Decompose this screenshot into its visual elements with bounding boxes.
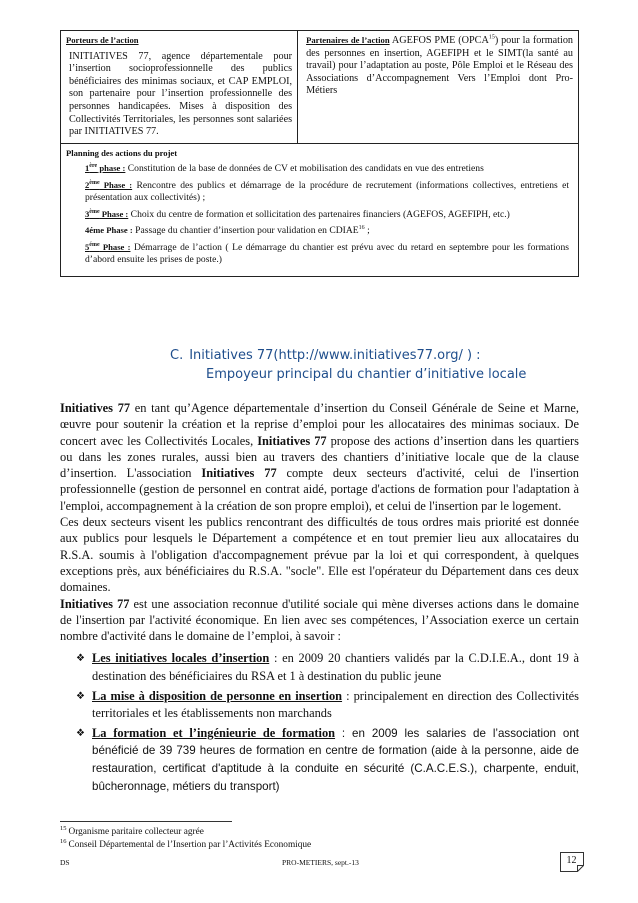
porteurs-text: INITIATIVES 77, agence départementale pour l’insertion socioprofessionnelle des publics bénéficiaires des minimas sociaux, et CAP EMPLOI, son partenaire pour l’insertion professionnelle des personnes handicapées. Mises à disposition des Collectivités Territoriales, les personnes sont salariées par INITIATIVES 77. xyxy=(69,50,293,138)
footnote-number: 16 xyxy=(60,837,67,845)
phase-word: Phase : xyxy=(99,179,133,190)
paragraph-2: Ces deux secteurs visent les publics rencontrant des difficultés de tous ordres mais priorité est donnée aux publics pour lesquels le Département a compétence et en tout premier lieu aux allocataires du R.S.A. soumis à l'obligation d'accompagnement prévue par la loi et qui correspondent, à quelques exceptions près, aux bénéficiaires du R.S.A. "socle". Elle est l'opérateur du Département dans ces deux domaines. xyxy=(60,515,579,595)
activity-text: : en 2009 20 chantiers validés par la C.D.I.E.A., dont 19 à destination des bénéficiaires du RSA et 1 à destination du public jeune xyxy=(92,651,579,684)
footnote-text: Organisme paritaire collecteur agrée xyxy=(68,827,204,837)
porteurs-heading: Porteurs de l’action xyxy=(66,35,139,45)
phase-number: 5 xyxy=(85,241,90,252)
planning-cell xyxy=(61,144,578,276)
phase-text: Démarrage de l’action ( Le démarrage du chantier est prévu avec du retard en septembre pour les formations d’abord ensuite les prises de poste.) xyxy=(85,241,569,266)
phase-text: Choix du centre de formation et sollicitation des partenaires financiers (AGEFOS, AGEFIPH, etc.) xyxy=(128,208,510,220)
planning-title: Planning des actions du projet xyxy=(66,147,178,158)
footer-initials: DS xyxy=(60,858,70,867)
footnote-15 xyxy=(60,824,204,838)
phase-number: 4éme Phase : xyxy=(85,225,133,236)
footnote-16 xyxy=(60,837,312,851)
activity-heading: La formation et l’ingénieurie de formation xyxy=(92,725,336,740)
phase-item xyxy=(85,241,569,267)
org-name: Initiatives 77 xyxy=(257,433,327,448)
section-heading xyxy=(170,346,526,384)
paragraph-text: est une association reconnue d'utilité sociale qui mène diverses actions dans le domaine de l'insertion par l'activité économique. En lien avec ses compétences, l’Association exerce un certain nombre d'activité dans le domaine de l’emploi, à savoir : xyxy=(60,596,580,644)
page-number: 12 xyxy=(566,855,577,866)
footnote-text: Conseil Départemental de l’Insertion par l’Activités Economique xyxy=(68,840,312,850)
partenaires-heading: Partenaires de l’action xyxy=(306,35,390,45)
phase-ordinal: éme xyxy=(89,241,100,248)
paragraph-text: compte deux secteurs d'activité, celui de l'insertion professionnelle (gestion de personnel en contrat aidé, portage d'actions de formation pour l'adaptation à l'emploi, accompagnement à la création de son propre emploi), et celui de l'insertion par le logement. xyxy=(60,466,579,513)
phase-label xyxy=(85,225,133,235)
paragraph-text: en tant qu’Agence départementale d’insertion du Conseil Générale de Seine et Marne, œuvre pour soutenir la création et la reprise d’emploi pour les allocataires des minimas sociaux. De concert avec les Collectivités Locales, xyxy=(60,401,579,448)
activity-item xyxy=(60,650,579,685)
phase-ordinal: ème xyxy=(89,179,100,186)
partenaires-text-pre: AGEFOS PME (OPCA xyxy=(389,35,489,46)
footer-center: PRO-METIERS, sept.-13 xyxy=(282,858,359,867)
activity-heading: La mise à disposition de personne en insertion xyxy=(92,688,343,703)
activity-item xyxy=(60,725,579,795)
org-name: Initiatives 77 xyxy=(60,401,131,415)
paragraph-1 xyxy=(60,400,579,514)
phase-label xyxy=(85,242,130,252)
phase-text: Constitution de la base de données de CV et mobilisation des candidats en vue des entretiens xyxy=(125,163,484,175)
partenaires-text-post: ) pour la formation des personnes en insertion, AGEFIPH et le SIMT(la santé au travail) pour l’adaptation au poste, Pôle Emploi et le Réseau des Associations d’Accompagnement Vers l’Emploi dont Pro-Métiers xyxy=(306,35,574,97)
phase-label xyxy=(85,209,128,219)
paragraph-text: propose des actions d’insertion dans les quartiers ou dans les zones rurales, aussi bien au travers des chantiers d’initiative locale que de la clause d’insertion. L'association xyxy=(60,433,579,481)
section-heading-line1: Initiatives 77(http://www.initiatives77.org/ ) : xyxy=(189,348,481,363)
diamond-bullet-icon: ❖ xyxy=(76,690,85,702)
phase-text: Passage du chantier d’insertion pour validation en CDIAE xyxy=(132,225,359,237)
phase-number: 2 xyxy=(85,179,90,190)
phase-item xyxy=(85,162,569,176)
phase-item xyxy=(85,179,569,205)
actors-row xyxy=(61,31,578,144)
activity-item xyxy=(60,688,579,723)
phase-item xyxy=(85,208,569,222)
activity-list xyxy=(60,650,579,795)
phase-text-end: ; xyxy=(364,225,370,237)
diamond-bullet-icon: ❖ xyxy=(76,727,85,739)
activity-text: : principalement en direction des Collectivités territoriales et les établissements non marchands xyxy=(92,688,579,721)
org-name: Initiatives 77 xyxy=(60,596,130,611)
section-heading-line2: Empoyeur principal du chantier d’initiative locale xyxy=(206,367,527,382)
paragraph-3 xyxy=(60,596,579,645)
footnote-ref-16: 16 xyxy=(358,225,365,232)
phase-number: 1 xyxy=(85,163,90,174)
phase-word: Phase : xyxy=(99,208,129,219)
org-name: Initiatives 77 xyxy=(201,466,277,481)
footnote-separator xyxy=(60,821,232,822)
phase-list xyxy=(66,162,573,267)
section-number: C. xyxy=(170,348,184,363)
footnote-number: 15 xyxy=(60,824,67,832)
action-table xyxy=(60,30,579,277)
phase-label xyxy=(85,163,125,173)
phase-number: 3 xyxy=(85,208,90,219)
phase-word: phase : xyxy=(97,163,126,174)
phase-label xyxy=(85,180,132,190)
phase-ordinal: ère xyxy=(89,163,98,170)
diamond-bullet-icon: ❖ xyxy=(76,653,85,665)
footnote-ref-15: 15 xyxy=(488,34,495,41)
activity-heading: Les initiatives locales d’insertion xyxy=(92,651,270,666)
activity-text: : en 2009 les salaries de l’association ont bénéficié de 39 739 heures de formation en centre de formation (aide à la personne, aide de restauration, certificat d'aptitude à la conduite en sécurité (C.A.C.E.S.), charpente, enduit, bûcheronnage, métiers du transport) xyxy=(92,726,579,793)
porteurs-cell xyxy=(61,31,298,143)
partenaires-cell xyxy=(298,31,578,143)
phase-ordinal: ème xyxy=(89,208,100,215)
phase-word: Phase : xyxy=(99,241,131,252)
phase-item xyxy=(85,224,569,238)
body-text xyxy=(60,400,579,797)
phase-text: Rencontre des publics et démarrage de la procédure de recrutement (informations collectives, entretiens et présentation aux collectivités) ; xyxy=(85,179,569,204)
